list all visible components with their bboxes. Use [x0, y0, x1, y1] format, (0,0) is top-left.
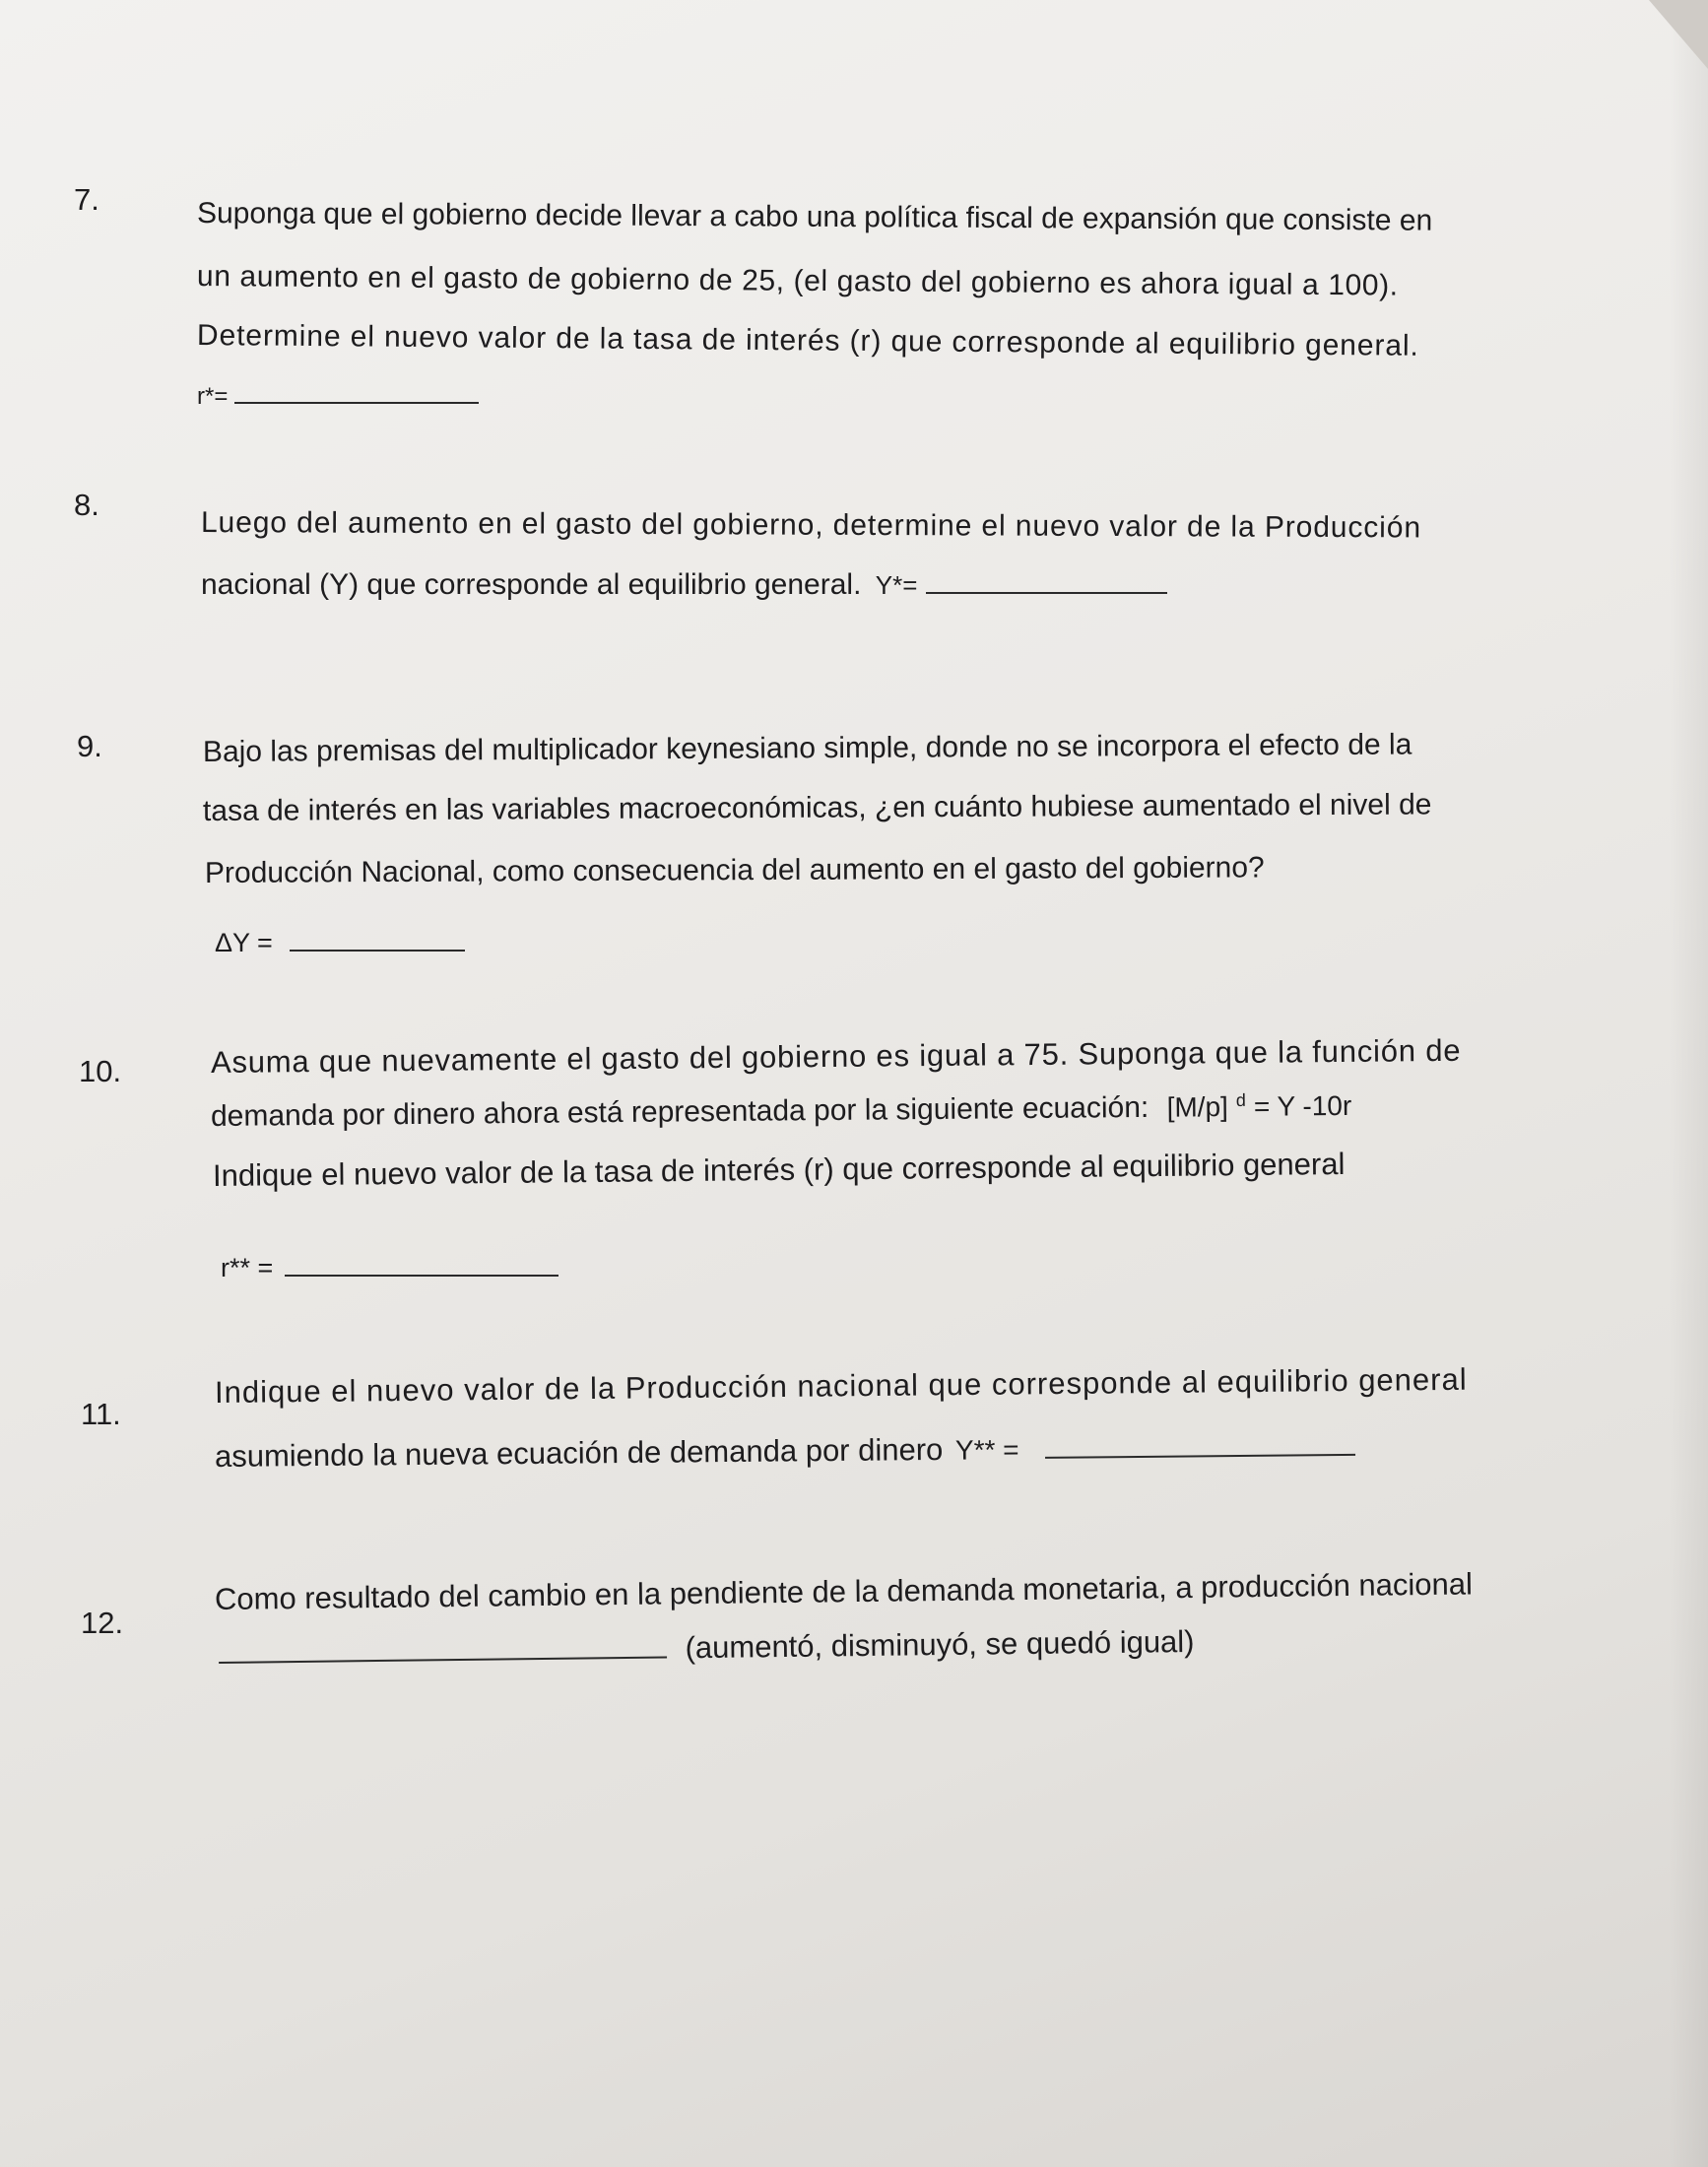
answer-row [219, 1623, 1195, 1674]
question-text-line: Luego del aumento en el gasto del gobierno, determine el nuevo valor de la Producción [200, 506, 1422, 545]
answer-blank[interactable] [1045, 1428, 1355, 1459]
question-number: 10. [79, 1054, 122, 1088]
question-text-line: Producción Nacional, como consecuencia del aumento en el gasto del gobierno? [204, 851, 1265, 889]
answer-row [197, 376, 479, 412]
question-number: 7. [74, 182, 99, 217]
answer-blank[interactable] [285, 1249, 558, 1277]
money-demand-equation [1166, 1090, 1351, 1123]
answer-label: Y** = [954, 1434, 1019, 1466]
answer-row [201, 566, 1167, 604]
answer-blank[interactable] [290, 924, 465, 952]
answer-row [221, 1249, 558, 1285]
answer-row [215, 924, 465, 960]
question-text-line: un aumento en el gasto de gobierno de 25, (el gasto del gobierno es ahora igual a 100). [196, 260, 1399, 302]
question-text-line: Asuma que nuevamente el gasto del gobierno es igual a 75. Suponga que la función de [210, 1032, 1462, 1080]
question-number: 11. [81, 1397, 121, 1431]
question-text-line: demanda por dinero ahora está representada por la siguiente ecuación: [210, 1090, 1150, 1133]
page-edge-shadow [1669, 0, 1708, 2167]
answer-blank[interactable] [219, 1630, 667, 1664]
answer-label: r** = [221, 1253, 274, 1282]
equation-superscript: d [1235, 1089, 1246, 1110]
question-text-line: asumiendo la nueva ecuación de demanda por dinero [214, 1431, 944, 1474]
question-text-line: Bajo las premisas del multiplicador keynesiano simple, donde no se incorpora el efecto de la [202, 728, 1412, 768]
equation-base: [M/p] [1166, 1091, 1228, 1123]
answer-blank[interactable] [926, 566, 1167, 594]
page-corner [1649, 0, 1708, 69]
equation-row [211, 1087, 1352, 1136]
question-text-line: Indique el nuevo valor de la Producción nacional que corresponde al equilibrio general [214, 1361, 1468, 1410]
equation-rest: = Y -10r [1253, 1089, 1352, 1122]
question-text-line: Determine el nuevo valor de la tasa de interés (r) que corresponde al equilibrio general. [196, 319, 1419, 362]
answer-blank[interactable] [234, 376, 479, 404]
question-number: 9. [77, 729, 102, 763]
answer-label: r*= [197, 383, 229, 410]
answer-row [215, 1427, 1356, 1477]
question-text-line: tasa de interés en las variables macroeconómicas, ¿en cuánto hubiese aumentado el nivel de [202, 788, 1432, 827]
question-number: 12. [81, 1606, 124, 1640]
answer-label: ΔY = [215, 928, 273, 957]
question-text-line: Suponga que el gobierno decide llevar a cabo una política fiscal de expansión que consiste en [196, 197, 1433, 237]
question-number: 8. [74, 488, 99, 522]
question-text-line: Indique el nuevo valor de la tasa de interés (r) que corresponde al equilibrio general [212, 1146, 1346, 1193]
question-text-line: Como resultado del cambio en la pendiente de la demanda monetaria, a producción nacional [214, 1566, 1474, 1616]
question-text-line: nacional (Y) que corresponde al equilibrio general. [201, 568, 862, 601]
answer-options: (aumentó, disminuyó, se quedó igual) [685, 1623, 1195, 1666]
answer-label: Y*= [875, 570, 918, 600]
